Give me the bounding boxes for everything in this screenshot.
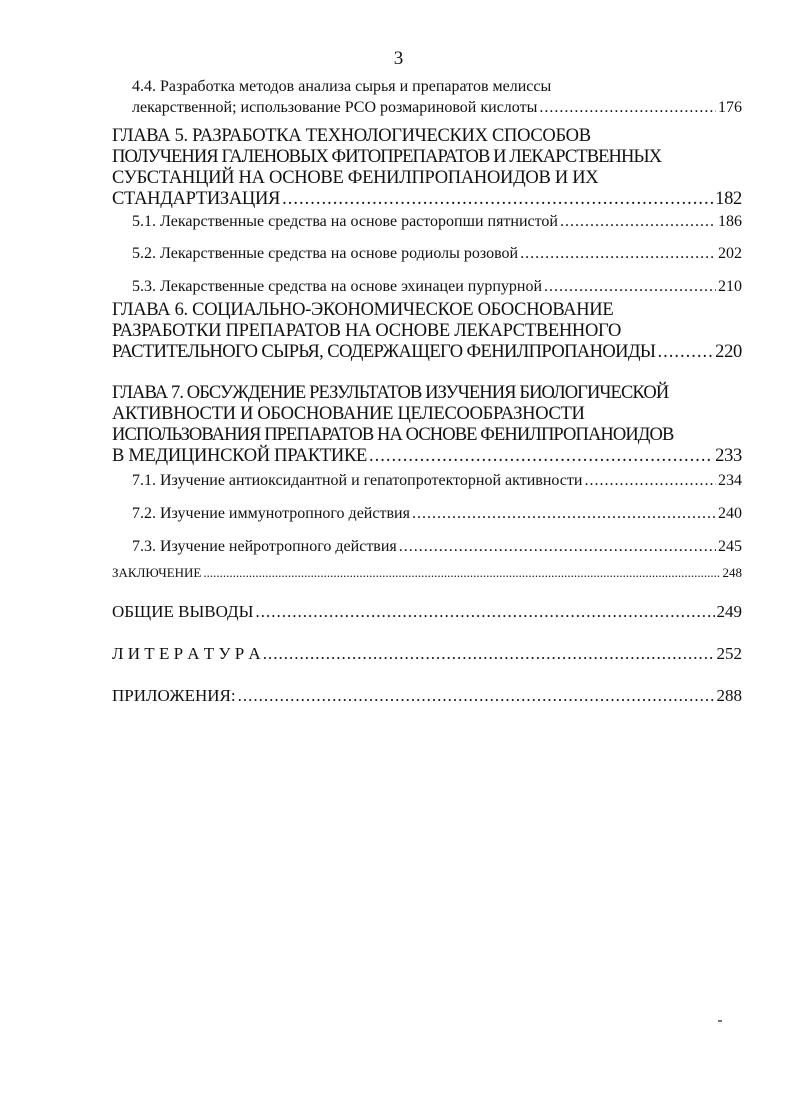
- leader-dots: [520, 243, 716, 264]
- leader-dots: [399, 536, 716, 557]
- toc-general-conclusions-page: 249: [716, 602, 742, 621]
- toc-entry-7-2-page: 240: [718, 505, 742, 522]
- toc-chapter-7-page: 233: [715, 446, 742, 466]
- toc-entry-7-1-title: 7.1. Изучение антиоксидантной и гепатопротекторной активности: [132, 472, 583, 489]
- table-of-contents: [112, 76, 742, 706]
- leader-dots: [657, 342, 713, 363]
- toc-entry-5-1[interactable]: [112, 211, 742, 232]
- leader-dots: [412, 503, 716, 524]
- toc-chapter-7-line1: ГЛАВА 7. ОБСУЖДЕНИЕ РЕЗУЛЬТАТОВ ИЗУЧЕНИЯ БИОЛОГИЧЕСКОЙ: [112, 383, 669, 403]
- toc-general-conclusions-title: ОБЩИЕ ВЫВОДЫ: [112, 602, 254, 621]
- leader-dots: [584, 470, 716, 491]
- toc-entry-7-3[interactable]: [112, 536, 742, 557]
- toc-entry-7-2-title: 7.2. Изучение иммунотропного действия: [132, 505, 410, 522]
- leader-dots: [544, 276, 716, 297]
- toc-entry-5-1-title: 5.1. Лекарственные средства на основе расторопши пятнистой: [132, 213, 558, 230]
- toc-entry-5-3[interactable]: [112, 276, 742, 297]
- leader-dots: [263, 643, 715, 664]
- toc-appendix[interactable]: [112, 685, 742, 706]
- toc-chapter-6[interactable]: [112, 300, 742, 363]
- toc-literature-title: Л И Т Е Р А Т У Р А: [112, 644, 261, 663]
- toc-entry-7-1[interactable]: [112, 470, 742, 491]
- toc-conclusion-title: ЗАКЛЮЧЕНИЕ: [112, 565, 202, 580]
- leader-dots: [238, 685, 715, 706]
- toc-entry-5-3-title: 5.3. Лекарственные средства на основе эхинацеи пурпурной: [132, 278, 543, 295]
- toc-chapter-5-page: 182: [715, 189, 742, 209]
- toc-chapter-6-line2: РАЗРАБОТКИ ПРЕПАРАТОВ НА ОСНОВЕ ЛЕКАРСТВЕННОГО: [112, 321, 622, 341]
- page-number: 3: [393, 48, 404, 69]
- scan-mark: [718, 1020, 722, 1022]
- toc-entry-5-3-page: 210: [718, 278, 742, 295]
- toc-appendix-page: 288: [716, 686, 742, 705]
- toc-entry-7-3-page: 245: [718, 538, 742, 555]
- toc-literature[interactable]: [112, 643, 742, 664]
- leader-dots: [369, 446, 713, 467]
- toc-entry-5-2[interactable]: [112, 243, 742, 264]
- toc-chapter-7-line2: АКТИВНОСТИ И ОБОСНОВАНИЕ ЦЕЛЕСООБРАЗНОСТИ: [112, 404, 585, 424]
- toc-chapter-7[interactable]: [112, 383, 742, 467]
- toc-appendix-title: ПРИЛОЖЕНИЯ:: [112, 686, 236, 705]
- toc-chapter-6-line1: ГЛАВА 6. СОЦИАЛЬНО-ЭКОНОМИЧЕСКОЕ ОБОСНОВАНИЕ: [112, 300, 614, 320]
- leader-dots: [255, 601, 714, 622]
- toc-chapter-7-line3: ИСПОЛЬЗОВАНИЯ ПРЕПАРАТОВ НА ОСНОВЕ ФЕНИЛПРОПАНОИДОВ: [112, 425, 674, 445]
- toc-conclusion-page: 248: [722, 565, 742, 580]
- toc-entry-5-1-page: 186: [718, 213, 742, 230]
- toc-literature-page: 252: [716, 644, 742, 663]
- toc-entry-7-2[interactable]: [112, 503, 742, 524]
- toc-chapter-7-line4: В МЕДИЦИНСКОЙ ПРАКТИКЕ: [112, 446, 368, 466]
- toc-entry-7-3-title: 7.3. Изучение нейротропного действия: [132, 538, 397, 555]
- leader-dots: [282, 189, 713, 210]
- toc-entry-7-1-page: 234: [718, 472, 742, 489]
- leader-dots: [539, 97, 716, 118]
- toc-entry-4-4-page: 176: [718, 99, 742, 116]
- leader-dots: [560, 211, 716, 232]
- toc-entry-4-4-line1: 4.4. Разработка методов анализа сырья и препаратов мелиссы: [132, 78, 552, 95]
- toc-general-conclusions[interactable]: [112, 601, 742, 622]
- toc-chapter-5-line1: ГЛАВА 5. РАЗРАБОТКА ТЕХНОЛОГИЧЕСКИХ СПОСОБОВ: [112, 126, 591, 146]
- toc-chapter-5[interactable]: [112, 126, 742, 210]
- leader-dots: [203, 564, 720, 582]
- toc-entry-4-4-line2: лекарственной; использование РСО розмариновой кислоты: [132, 99, 538, 116]
- toc-chapter-5-line2: ПОЛУЧЕНИЯ ГАЛЕНОВЫХ ФИТОПРЕПАРАТОВ И ЛЕКАРСТВЕННЫХ: [112, 147, 662, 167]
- toc-entry-4-4[interactable]: [112, 76, 742, 118]
- toc-chapter-6-page: 220: [715, 342, 742, 362]
- toc-conclusion[interactable]: [112, 564, 742, 582]
- toc-entry-5-2-page: 202: [718, 245, 742, 262]
- toc-chapter-6-line3: РАСТИТЕЛЬНОГО СЫРЬЯ, СОДЕРЖАЩЕГО ФЕНИЛПРОПАНОИДЫ: [112, 342, 656, 362]
- toc-chapter-5-line3: СУБСТАНЦИЙ НА ОСНОВЕ ФЕНИЛПРОПАНОИДОВ И ИХ: [112, 168, 599, 188]
- toc-entry-5-2-title: 5.2. Лекарственные средства на основе родиолы розовой: [132, 245, 519, 262]
- toc-chapter-5-line4: СТАНДАРТИЗАЦИЯ: [112, 189, 281, 209]
